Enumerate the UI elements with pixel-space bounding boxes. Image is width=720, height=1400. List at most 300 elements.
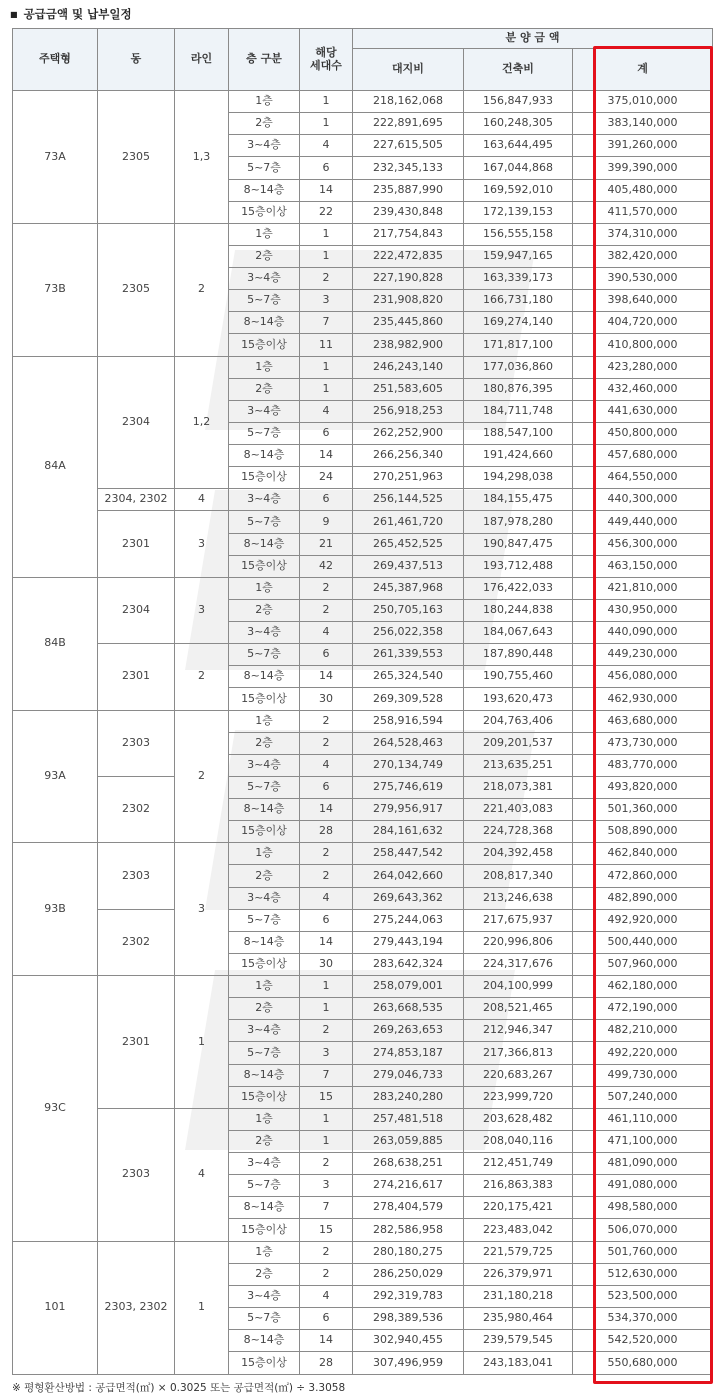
floor-cell: 3~4층 [229, 489, 300, 511]
land-cost-cell: 262,252,900 [353, 422, 464, 444]
floor-cell: 15층이상 [229, 555, 300, 577]
household-count-cell: 28 [300, 1352, 353, 1375]
building-cost-cell: 224,317,676 [464, 953, 573, 975]
line-cell: 4 [175, 489, 229, 511]
land-cost-cell: 282,586,958 [353, 1219, 464, 1241]
land-cost-cell: 231,908,820 [353, 290, 464, 312]
total-cell: 450,800,000 [573, 422, 713, 444]
building-cost-cell: 169,592,010 [464, 179, 573, 201]
household-count-cell: 2 [300, 865, 353, 887]
building-cost-cell: 208,817,340 [464, 865, 573, 887]
total-cell: 375,010,000 [573, 91, 713, 113]
line-cell: 3 [175, 511, 229, 577]
floor-cell: 2층 [229, 378, 300, 400]
household-count-cell: 22 [300, 201, 353, 223]
floor-cell: 2층 [229, 732, 300, 754]
land-cost-cell: 265,452,525 [353, 533, 464, 555]
total-cell: 542,520,000 [573, 1330, 713, 1352]
line-cell: 1 [175, 1241, 229, 1375]
building-cost-cell: 217,675,937 [464, 909, 573, 931]
household-count-cell: 7 [300, 312, 353, 334]
floor-cell: 3~4층 [229, 135, 300, 157]
land-cost-cell: 227,615,505 [353, 135, 464, 157]
floor-cell: 1층 [229, 223, 300, 245]
housing-type-cell: 73B [13, 223, 98, 356]
total-cell: 473,730,000 [573, 732, 713, 754]
land-cost-cell: 258,079,001 [353, 976, 464, 998]
land-cost-cell: 280,180,275 [353, 1241, 464, 1263]
total-cell: 507,960,000 [573, 953, 713, 975]
table-row [13, 909, 713, 931]
building-cost-cell: 203,628,482 [464, 1108, 573, 1130]
household-count-cell: 15 [300, 1086, 353, 1108]
household-count-cell: 4 [300, 622, 353, 644]
header-line: 라인 [175, 29, 229, 91]
building-cost-cell: 217,366,813 [464, 1042, 573, 1064]
total-cell: 523,500,000 [573, 1285, 713, 1307]
building-cost-cell: 169,274,140 [464, 312, 573, 334]
building-cost-cell: 220,996,806 [464, 931, 573, 953]
building-cost-cell: 177,036,860 [464, 356, 573, 378]
total-cell: 449,230,000 [573, 644, 713, 666]
table-body [13, 91, 713, 1375]
floor-cell: 1층 [229, 577, 300, 599]
line-cell: 1 [175, 976, 229, 1109]
total-cell: 411,570,000 [573, 201, 713, 223]
total-cell: 550,680,000 [573, 1352, 713, 1375]
total-cell: 512,630,000 [573, 1263, 713, 1285]
land-cost-cell: 218,162,068 [353, 91, 464, 113]
household-count-cell: 4 [300, 135, 353, 157]
total-cell: 383,140,000 [573, 113, 713, 135]
floor-cell: 15층이상 [229, 1352, 300, 1375]
land-cost-cell: 292,319,783 [353, 1285, 464, 1307]
building-cost-cell: 213,246,638 [464, 887, 573, 909]
line-cell: 2 [175, 644, 229, 710]
land-cost-cell: 256,918,253 [353, 400, 464, 422]
land-cost-cell: 258,447,542 [353, 843, 464, 865]
table-row [13, 356, 713, 378]
floor-cell: 1층 [229, 710, 300, 732]
total-cell: 534,370,000 [573, 1307, 713, 1329]
total-cell: 501,360,000 [573, 799, 713, 821]
table-row [13, 223, 713, 245]
floor-cell: 15층이상 [229, 688, 300, 710]
floor-cell: 5~7층 [229, 1042, 300, 1064]
land-cost-cell: 258,916,594 [353, 710, 464, 732]
household-count-cell: 6 [300, 422, 353, 444]
total-cell: 423,280,000 [573, 356, 713, 378]
total-cell: 482,890,000 [573, 887, 713, 909]
land-cost-cell: 261,461,720 [353, 511, 464, 533]
building-cost-cell: 231,180,218 [464, 1285, 573, 1307]
dong-cell: 2303 [98, 1108, 175, 1241]
household-count-cell: 1 [300, 1108, 353, 1130]
building-cost-cell: 167,044,868 [464, 157, 573, 179]
header-household-count: 해당 세대수 [300, 29, 353, 91]
land-cost-cell: 270,134,749 [353, 754, 464, 776]
household-count-cell: 1 [300, 976, 353, 998]
housing-type-cell: 93C [13, 976, 98, 1242]
total-cell: 440,300,000 [573, 489, 713, 511]
floor-cell: 8~14층 [229, 799, 300, 821]
household-count-cell: 4 [300, 1285, 353, 1307]
land-cost-cell: 270,251,963 [353, 467, 464, 489]
building-cost-cell: 163,339,173 [464, 268, 573, 290]
floor-cell: 2층 [229, 1263, 300, 1285]
table-row [13, 577, 713, 599]
floor-cell: 15층이상 [229, 201, 300, 223]
housing-type-cell: 93B [13, 843, 98, 976]
floor-cell: 3~4층 [229, 887, 300, 909]
building-cost-cell: 159,947,165 [464, 245, 573, 267]
building-cost-cell: 220,175,421 [464, 1197, 573, 1219]
land-cost-cell: 264,528,463 [353, 732, 464, 754]
building-cost-cell: 212,451,749 [464, 1153, 573, 1175]
total-cell: 391,260,000 [573, 135, 713, 157]
floor-cell: 15층이상 [229, 1086, 300, 1108]
household-count-cell: 2 [300, 1020, 353, 1042]
total-cell: 501,760,000 [573, 1241, 713, 1263]
total-cell: 493,820,000 [573, 776, 713, 798]
building-cost-cell: 208,521,465 [464, 998, 573, 1020]
land-cost-cell: 238,982,900 [353, 334, 464, 356]
floor-cell: 15층이상 [229, 467, 300, 489]
building-cost-cell: 191,424,660 [464, 445, 573, 467]
total-cell: 440,090,000 [573, 622, 713, 644]
land-cost-cell: 256,022,358 [353, 622, 464, 644]
household-count-cell: 2 [300, 1153, 353, 1175]
land-cost-cell: 257,481,518 [353, 1108, 464, 1130]
dong-cell: 2303 [98, 710, 175, 776]
building-cost-cell: 239,579,545 [464, 1330, 573, 1352]
floor-cell: 1층 [229, 976, 300, 998]
building-cost-cell: 193,620,473 [464, 688, 573, 710]
table-row [13, 1108, 713, 1130]
floor-cell: 3~4층 [229, 1153, 300, 1175]
land-cost-cell: 269,437,513 [353, 555, 464, 577]
land-cost-cell: 269,643,362 [353, 887, 464, 909]
total-cell: 498,580,000 [573, 1197, 713, 1219]
household-count-cell: 1 [300, 91, 353, 113]
total-cell: 449,440,000 [573, 511, 713, 533]
table-row [13, 91, 713, 113]
line-cell: 4 [175, 1108, 229, 1241]
floor-cell: 8~14층 [229, 312, 300, 334]
building-cost-cell: 171,817,100 [464, 334, 573, 356]
total-cell: 410,800,000 [573, 334, 713, 356]
land-cost-cell: 279,956,917 [353, 799, 464, 821]
floor-cell: 2층 [229, 113, 300, 135]
household-count-cell: 14 [300, 931, 353, 953]
housing-type-cell: 93A [13, 710, 98, 843]
total-cell: 507,240,000 [573, 1086, 713, 1108]
dong-cell: 2302 [98, 776, 175, 842]
land-cost-cell: 275,746,619 [353, 776, 464, 798]
household-count-cell: 28 [300, 821, 353, 843]
land-cost-cell: 261,339,553 [353, 644, 464, 666]
total-cell: 464,550,000 [573, 467, 713, 489]
land-cost-cell: 246,243,140 [353, 356, 464, 378]
land-cost-cell: 269,309,528 [353, 688, 464, 710]
building-cost-cell: 184,711,748 [464, 400, 573, 422]
floor-cell: 2층 [229, 1130, 300, 1152]
floor-cell: 5~7층 [229, 644, 300, 666]
floor-cell: 8~14층 [229, 1197, 300, 1219]
land-cost-cell: 235,887,990 [353, 179, 464, 201]
household-count-cell: 1 [300, 113, 353, 135]
total-cell: 482,210,000 [573, 1020, 713, 1042]
floor-cell: 1층 [229, 1108, 300, 1130]
land-cost-cell: 269,263,653 [353, 1020, 464, 1042]
table-header [13, 29, 713, 91]
total-cell: 481,090,000 [573, 1153, 713, 1175]
dong-cell: 2303, 2302 [98, 1241, 175, 1375]
household-count-cell: 14 [300, 666, 353, 688]
building-cost-cell: 208,040,116 [464, 1130, 573, 1152]
household-count-cell: 30 [300, 688, 353, 710]
household-count-cell: 11 [300, 334, 353, 356]
floor-cell: 2층 [229, 245, 300, 267]
household-count-cell: 4 [300, 400, 353, 422]
land-cost-cell: 251,583,605 [353, 378, 464, 400]
total-cell: 463,680,000 [573, 710, 713, 732]
building-cost-cell: 184,067,643 [464, 622, 573, 644]
building-cost-cell: 172,139,153 [464, 201, 573, 223]
line-cell: 1,3 [175, 91, 229, 224]
table-row [13, 710, 713, 732]
housing-type-cell: 101 [13, 1241, 98, 1375]
building-cost-cell: 187,890,448 [464, 644, 573, 666]
floor-cell: 3~4층 [229, 1020, 300, 1042]
land-cost-cell: 283,240,280 [353, 1086, 464, 1108]
household-count-cell: 24 [300, 467, 353, 489]
household-count-cell: 2 [300, 710, 353, 732]
building-cost-cell: 180,876,395 [464, 378, 573, 400]
building-cost-cell: 235,980,464 [464, 1307, 573, 1329]
building-cost-cell: 184,155,475 [464, 489, 573, 511]
building-cost-cell: 166,731,180 [464, 290, 573, 312]
land-cost-cell: 222,891,695 [353, 113, 464, 135]
price-table [12, 28, 713, 1375]
land-cost-cell: 263,059,885 [353, 1130, 464, 1152]
building-cost-cell: 223,483,042 [464, 1219, 573, 1241]
floor-cell: 5~7층 [229, 422, 300, 444]
dong-cell: 2304, 2302 [98, 489, 175, 511]
floor-cell: 15층이상 [229, 953, 300, 975]
floor-cell: 8~14층 [229, 445, 300, 467]
total-cell: 471,100,000 [573, 1130, 713, 1152]
total-cell: 483,770,000 [573, 754, 713, 776]
household-count-cell: 6 [300, 776, 353, 798]
building-cost-cell: 243,183,041 [464, 1352, 573, 1375]
household-count-cell: 4 [300, 887, 353, 909]
total-cell: 399,390,000 [573, 157, 713, 179]
floor-cell: 1층 [229, 1241, 300, 1263]
total-cell: 457,680,000 [573, 445, 713, 467]
header-building-cost: 건축비 [464, 49, 573, 91]
household-count-cell: 4 [300, 754, 353, 776]
header-floor-category: 층 구분 [229, 29, 300, 91]
household-count-cell: 2 [300, 1241, 353, 1263]
land-cost-cell: 264,042,660 [353, 865, 464, 887]
header-sale-price: 분 양 금 액 [353, 29, 713, 49]
building-cost-cell: 193,712,488 [464, 555, 573, 577]
floor-cell: 3~4층 [229, 400, 300, 422]
header-land-cost: 대지비 [353, 49, 464, 91]
household-count-cell: 3 [300, 290, 353, 312]
building-cost-cell: 209,201,537 [464, 732, 573, 754]
land-cost-cell: 239,430,848 [353, 201, 464, 223]
floor-cell: 15층이상 [229, 821, 300, 843]
housing-type-cell: 73A [13, 91, 98, 224]
total-cell: 382,420,000 [573, 245, 713, 267]
line-cell: 3 [175, 843, 229, 976]
dong-cell: 2304 [98, 356, 175, 489]
total-cell: 405,480,000 [573, 179, 713, 201]
dong-cell: 2301 [98, 976, 175, 1109]
household-count-cell: 15 [300, 1219, 353, 1241]
section-title-text: 공급금액 및 납부일정 [23, 7, 132, 21]
header-dong: 동 [98, 29, 175, 91]
floor-cell: 3~4층 [229, 754, 300, 776]
table-row [13, 776, 713, 798]
household-count-cell: 3 [300, 1042, 353, 1064]
building-cost-cell: 218,073,381 [464, 776, 573, 798]
header-total: 계 [573, 49, 713, 91]
building-cost-cell: 187,978,280 [464, 511, 573, 533]
floor-cell: 5~7층 [229, 909, 300, 931]
table-row [13, 511, 713, 533]
dong-cell: 2305 [98, 91, 175, 224]
floor-cell: 1층 [229, 843, 300, 865]
building-cost-cell: 190,847,475 [464, 533, 573, 555]
housing-type-cell: 84A [13, 356, 98, 577]
line-cell: 1,2 [175, 356, 229, 489]
building-cost-cell: 156,847,933 [464, 91, 573, 113]
total-cell: 492,920,000 [573, 909, 713, 931]
land-cost-cell: 256,144,525 [353, 489, 464, 511]
total-cell: 390,530,000 [573, 268, 713, 290]
housing-type-cell: 84B [13, 577, 98, 710]
floor-cell: 8~14층 [229, 931, 300, 953]
total-cell: 432,460,000 [573, 378, 713, 400]
household-count-cell: 1 [300, 223, 353, 245]
building-cost-cell: 188,547,100 [464, 422, 573, 444]
square-bullet-icon: ■ [10, 10, 18, 19]
total-cell: 456,300,000 [573, 533, 713, 555]
total-cell: 456,080,000 [573, 666, 713, 688]
household-count-cell: 6 [300, 489, 353, 511]
land-cost-cell: 283,642,324 [353, 953, 464, 975]
dong-cell: 2304 [98, 577, 175, 643]
floor-cell: 15층이상 [229, 334, 300, 356]
land-cost-cell: 279,046,733 [353, 1064, 464, 1086]
household-count-cell: 30 [300, 953, 353, 975]
total-cell: 500,440,000 [573, 931, 713, 953]
household-count-cell: 2 [300, 732, 353, 754]
land-cost-cell: 275,244,063 [353, 909, 464, 931]
household-count-cell: 7 [300, 1197, 353, 1219]
building-cost-cell: 163,644,495 [464, 135, 573, 157]
building-cost-cell: 221,403,083 [464, 799, 573, 821]
floor-cell: 3~4층 [229, 268, 300, 290]
total-cell: 441,630,000 [573, 400, 713, 422]
floor-cell: 8~14층 [229, 1330, 300, 1352]
household-count-cell: 2 [300, 577, 353, 599]
line-cell: 2 [175, 710, 229, 843]
building-cost-cell: 190,755,460 [464, 666, 573, 688]
land-cost-cell: 222,472,835 [353, 245, 464, 267]
building-cost-cell: 213,635,251 [464, 754, 573, 776]
household-count-cell: 1 [300, 245, 353, 267]
dong-cell: 2305 [98, 223, 175, 356]
table-row [13, 1241, 713, 1263]
floor-cell: 15층이상 [229, 1219, 300, 1241]
line-cell: 3 [175, 577, 229, 643]
household-count-cell: 14 [300, 799, 353, 821]
household-count-cell: 1 [300, 1130, 353, 1152]
total-cell: 508,890,000 [573, 821, 713, 843]
total-cell: 462,930,000 [573, 688, 713, 710]
total-cell: 404,720,000 [573, 312, 713, 334]
land-cost-cell: 284,161,632 [353, 821, 464, 843]
building-cost-cell: 216,863,383 [464, 1175, 573, 1197]
table-row [13, 489, 713, 511]
land-cost-cell: 265,324,540 [353, 666, 464, 688]
household-count-cell: 3 [300, 1175, 353, 1197]
floor-cell: 2층 [229, 599, 300, 621]
household-count-cell: 42 [300, 555, 353, 577]
dong-cell: 2303 [98, 843, 175, 909]
floor-cell: 1층 [229, 91, 300, 113]
total-cell: 430,950,000 [573, 599, 713, 621]
land-cost-cell: 217,754,843 [353, 223, 464, 245]
land-cost-cell: 274,216,617 [353, 1175, 464, 1197]
total-cell: 462,180,000 [573, 976, 713, 998]
household-count-cell: 6 [300, 909, 353, 931]
floor-cell: 3~4층 [229, 622, 300, 644]
land-cost-cell: 245,387,968 [353, 577, 464, 599]
floor-cell: 8~14층 [229, 666, 300, 688]
land-cost-cell: 298,389,536 [353, 1307, 464, 1329]
dong-cell: 2301 [98, 644, 175, 710]
building-cost-cell: 176,422,033 [464, 577, 573, 599]
floor-cell: 8~14층 [229, 179, 300, 201]
land-cost-cell: 302,940,455 [353, 1330, 464, 1352]
building-cost-cell: 204,100,999 [464, 976, 573, 998]
table-row [13, 843, 713, 865]
household-count-cell: 14 [300, 445, 353, 467]
dong-cell: 2302 [98, 909, 175, 975]
building-cost-cell: 204,392,458 [464, 843, 573, 865]
land-cost-cell: 235,445,860 [353, 312, 464, 334]
line-cell: 2 [175, 223, 229, 356]
floor-cell: 3~4층 [229, 1285, 300, 1307]
building-cost-cell: 180,244,838 [464, 599, 573, 621]
land-cost-cell: 250,705,163 [353, 599, 464, 621]
household-count-cell: 14 [300, 179, 353, 201]
total-cell: 472,860,000 [573, 865, 713, 887]
land-cost-cell: 266,256,340 [353, 445, 464, 467]
total-cell: 463,150,000 [573, 555, 713, 577]
household-count-cell: 6 [300, 157, 353, 179]
building-cost-cell: 226,379,971 [464, 1263, 573, 1285]
land-cost-cell: 263,668,535 [353, 998, 464, 1020]
footnote: ※ 평형환산방법 : 공급면적(㎡) × 0.3025 또는 공급면적(㎡) ÷ 3.3058 [12, 1382, 346, 1394]
land-cost-cell: 278,404,579 [353, 1197, 464, 1219]
floor-cell: 5~7층 [229, 1307, 300, 1329]
